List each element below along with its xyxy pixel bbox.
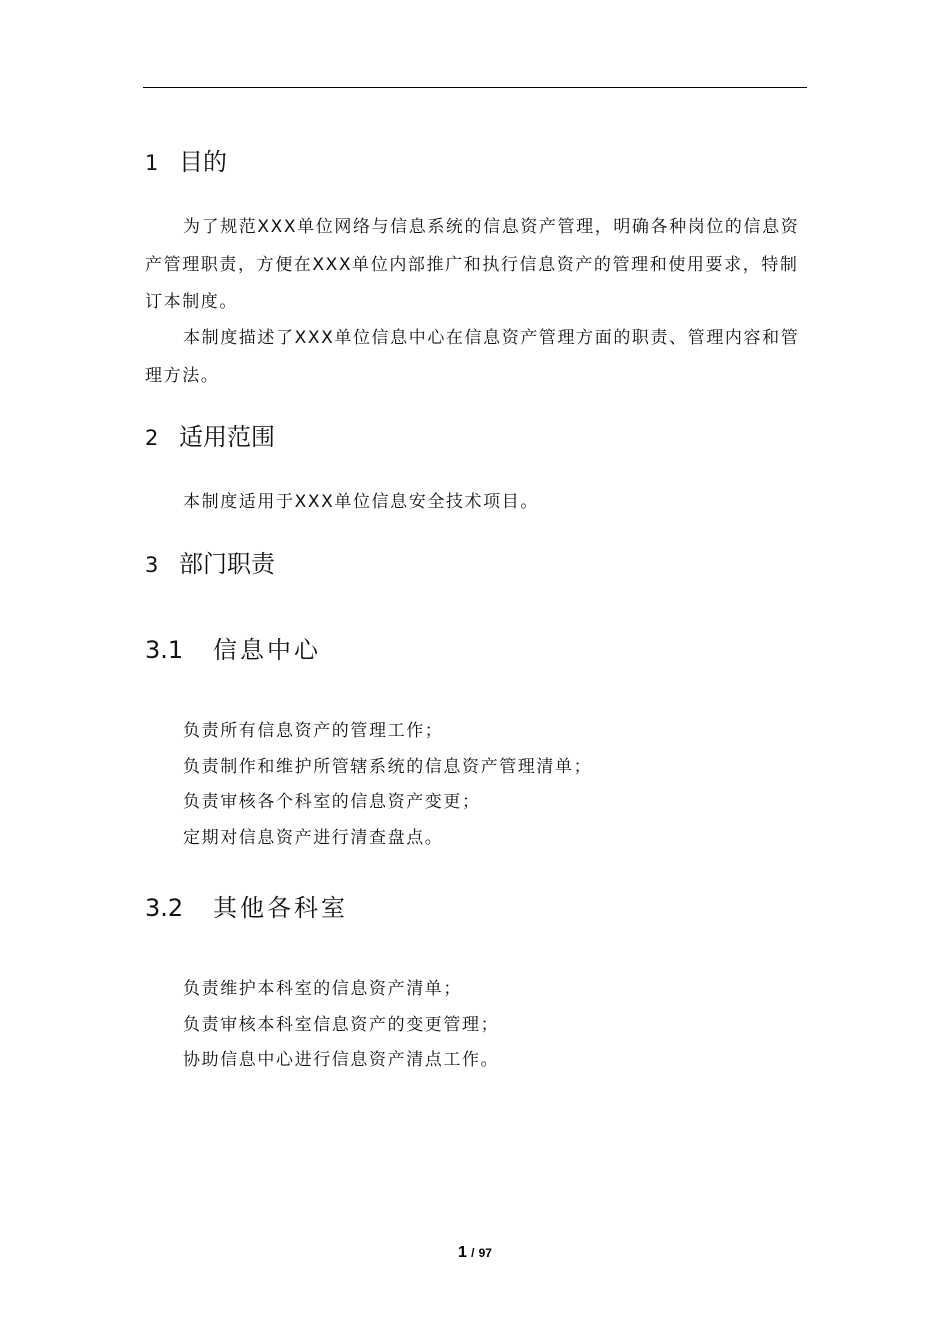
- current-page-number: 1: [458, 1244, 467, 1261]
- section-3-title: 部门职责: [179, 550, 275, 578]
- total-pages: 97: [478, 1246, 492, 1260]
- list-item: 协助信息中心进行信息资产清点工作。: [183, 1050, 500, 1070]
- section-2-heading: [145, 422, 275, 453]
- section-3-2-heading: [145, 893, 348, 923]
- section-3-number: 3: [145, 553, 159, 577]
- section-2-number: 2: [145, 426, 159, 450]
- list-item: 负责审核各个科室的信息资产变更；: [183, 792, 481, 812]
- page-number-footer: [0, 1244, 950, 1262]
- section-1-heading: [145, 147, 227, 178]
- section-2-title: 适用范围: [179, 423, 275, 451]
- list-item: 负责审核本科室信息资产的变更管理；: [183, 1014, 500, 1035]
- section-1-paragraph-1: 为了规范XXX单位网络与信息系统的信息资产管理，明确各种岗位的信息资产管理职责，方便在XXX单位内部推广和执行信息资产的管理和使用要求，特制订本制度。: [145, 217, 800, 312]
- section-1-number: 1: [145, 151, 159, 175]
- section-1-paragraph-2: 本制度描述了XXX单位信息中心在信息资产管理方面的职责、管理内容和管理方法。: [145, 328, 800, 386]
- section-3-2-list: [183, 972, 803, 1079]
- section-1-title: 目的: [179, 148, 227, 176]
- section-3-1-number: 3.1: [145, 636, 184, 664]
- list-item: 负责维护本科室的信息资产清单；: [183, 979, 462, 999]
- page-separator: /: [471, 1246, 475, 1260]
- list-item: 负责制作和维护所管辖系统的信息资产管理清单；: [183, 756, 593, 777]
- section-3-1-list: [183, 714, 803, 856]
- header-rule: [143, 87, 807, 88]
- section-3-1-heading: [145, 635, 321, 665]
- section-3-2-number: 3.2: [145, 894, 184, 922]
- section-3-1-title: 信息中心: [213, 636, 321, 664]
- section-3-2-title: 其他各科室: [213, 894, 348, 922]
- list-item: 负责所有信息资产的管理工作；: [183, 721, 444, 741]
- section-2-paragraph-1: 本制度适用于XXX单位信息安全技术项目。: [183, 492, 539, 512]
- section-3-heading: [145, 549, 275, 580]
- list-item: 定期对信息资产进行清查盘点。: [183, 827, 444, 848]
